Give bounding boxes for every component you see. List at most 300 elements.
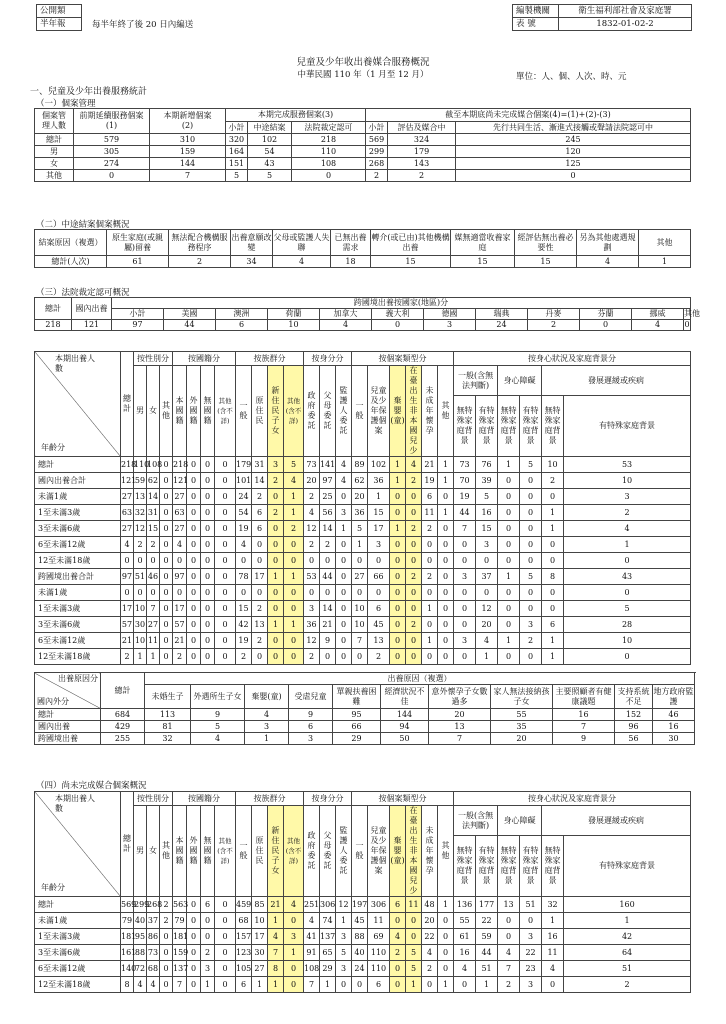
t6-cell: 1: [476, 977, 498, 993]
t4-cell: 1: [284, 569, 304, 585]
t2-cell: 34: [231, 256, 273, 268]
t4-cell: 0: [201, 489, 215, 505]
t4-cell: 0: [438, 649, 454, 665]
t4-cell: 2: [564, 505, 691, 521]
t6-cell: 0: [352, 977, 368, 993]
t5-cell: 3: [245, 721, 289, 733]
t6-cell: 1: [564, 913, 691, 929]
t4-cell: 2: [236, 649, 252, 665]
t4-cell: 0: [406, 633, 422, 649]
t4-cell: 1: [422, 601, 438, 617]
t4-corner-top: 本期出養人數: [55, 354, 95, 373]
t6-cell: 12: [336, 897, 352, 913]
t6-type-header: 在臺出生非本國兒少: [406, 806, 422, 897]
t4-cell: 57: [121, 617, 134, 633]
t6-cell: 0: [201, 913, 215, 929]
t6-cell: 51: [564, 961, 691, 977]
t6-cell: 32: [542, 897, 564, 913]
t6-cell: 0: [284, 961, 304, 977]
t4-cell: 5: [564, 601, 691, 617]
t6-cell: 0: [422, 977, 438, 993]
t4-cell: 27: [173, 489, 187, 505]
t4-type-header: 棄嬰(童): [390, 366, 406, 457]
t4-cell: 0: [147, 553, 160, 569]
t6-cell: 68: [236, 913, 252, 929]
t4-cell: 0: [215, 489, 236, 505]
t2-header: 無法配合機構服務程序: [169, 230, 231, 256]
t6-cell: 61: [454, 929, 476, 945]
t4-cell: 0: [215, 617, 236, 633]
t4-cell: 0: [304, 585, 320, 601]
t1-cell: 245: [456, 134, 691, 146]
t6-cell: 2: [390, 945, 406, 961]
t4-cell: 0: [406, 585, 422, 601]
t6-cell: 7: [304, 977, 320, 993]
t6-type-header: 兒童及少年保護個案: [368, 806, 390, 897]
t4-cell: 3: [268, 457, 284, 473]
t4-cell: 0: [438, 489, 454, 505]
t6-gender-header: 其他: [160, 806, 173, 897]
t4-cell: 0: [336, 553, 352, 569]
t4-cell: 0: [520, 505, 542, 521]
t4-cell: 1: [542, 649, 564, 665]
t6-cell: 59: [476, 929, 498, 945]
t6-cell: 137: [173, 961, 187, 977]
t4-cell: 0: [284, 601, 304, 617]
t6-cell: 1: [438, 977, 454, 993]
t4-cell: 21: [121, 633, 134, 649]
t4-ethnic-header: 新住民子女: [268, 366, 284, 457]
t6-cell: 110: [368, 961, 390, 977]
t2-cell: 18: [331, 256, 371, 268]
t6-cell: 0: [215, 913, 236, 929]
t4-cell: 19: [422, 473, 438, 489]
t4-cell: 1: [542, 505, 564, 521]
t6-cell: 79: [173, 913, 187, 929]
t4-cell: 2: [422, 521, 438, 537]
t1-cell: 5: [226, 170, 248, 182]
t4-cell: 1: [390, 521, 406, 537]
t6-cell: 8: [268, 961, 284, 977]
t4-cell: 63: [173, 505, 187, 521]
t4-cell: 0: [201, 505, 215, 521]
t4-cell: 4: [564, 521, 691, 537]
t4-cell: 0: [336, 569, 352, 585]
t6-cell: 0: [498, 929, 520, 945]
t4-cell: 0: [390, 585, 406, 601]
t1-corner-a: 個案管: [42, 111, 66, 120]
t1-row-label: 男: [35, 146, 74, 158]
t4-cell: 0: [215, 633, 236, 649]
t6-cell: 1: [201, 977, 215, 993]
t3-h-total: 總計: [35, 298, 72, 320]
t4-cell: 53: [304, 569, 320, 585]
t4-cell: 0: [268, 553, 284, 569]
t4-cell: 10: [352, 601, 368, 617]
t6-cell: 1: [542, 913, 564, 929]
t5-cell: 4: [191, 733, 245, 745]
t6-cell: 44: [476, 945, 498, 961]
t4-cell: 0: [201, 553, 215, 569]
t4-cell: 11: [422, 505, 438, 521]
t4-cell: 2: [422, 569, 438, 585]
t5-cell: 9: [191, 709, 245, 721]
t6-cell: 0: [215, 929, 236, 945]
org-value: 衛生福利部社會及家庭署: [559, 5, 692, 18]
t6-cell: 0: [336, 977, 352, 993]
t4-cell: 3: [454, 633, 476, 649]
t3-country-header: 義大利: [372, 309, 424, 320]
t6-row-label: 12至未滿18歲: [35, 977, 121, 993]
t4-row-label: 6至未滿12歲: [35, 633, 121, 649]
t6-cell: 3: [520, 929, 542, 945]
t6-cell: 40: [352, 945, 368, 961]
t4-cell: 0: [187, 649, 201, 665]
table-row: [35, 505, 691, 521]
t3-cell: 4: [632, 320, 684, 331]
t6-cell: 65: [320, 945, 336, 961]
t4-cell: 0: [476, 553, 498, 569]
t4-cell: 89: [352, 457, 368, 473]
t6-cell: 48: [422, 897, 438, 913]
t6-cell: 74: [320, 913, 336, 929]
t4-cell: 36: [304, 617, 320, 633]
t4-cell: 14: [147, 489, 160, 505]
t4-cell: 0: [498, 505, 520, 521]
t2-header: 媒無適當收養家庭: [451, 230, 515, 256]
t1-cell: 2: [366, 170, 388, 182]
t4-type-header: 未成年懷孕: [422, 366, 438, 457]
t4-cell: 0: [160, 617, 173, 633]
t1-h-new-n: (2): [181, 121, 194, 130]
t3-h-cross: 跨國境出養按國家(地區)分: [112, 298, 691, 309]
t6-cell: 0: [187, 929, 201, 945]
t4-cell: 1: [268, 617, 284, 633]
t5-cell: 13: [429, 721, 491, 733]
t4-cell: 0: [201, 569, 215, 585]
t4-cell: 0: [422, 537, 438, 553]
t4-cell: 1: [134, 649, 147, 665]
t4-g-type: 按個案類型分: [352, 352, 454, 366]
t6-cell: 0: [438, 961, 454, 977]
t4-cell: 0: [564, 649, 691, 665]
t4-cell: 110: [134, 457, 147, 473]
t4-cell: 1: [542, 521, 564, 537]
t4-cell: 27: [121, 521, 134, 537]
t4-cell: 27: [147, 617, 160, 633]
t4-cell: 0: [201, 633, 215, 649]
t4-corner: [35, 352, 121, 457]
t6-cell: 0: [284, 913, 304, 929]
t6-cell: 3: [201, 961, 215, 977]
t4-cell: 59: [134, 473, 147, 489]
t1-cell: 324: [388, 134, 456, 146]
t5-reason-header: 外遇所生子女: [191, 685, 245, 709]
t6-cell: 22: [422, 929, 438, 945]
t4-cell: 0: [520, 473, 542, 489]
t4-cell: 5: [476, 489, 498, 505]
t6-g-ethnic: 按族群分: [236, 792, 304, 806]
table-row: [35, 929, 691, 945]
t2-header: 其他: [639, 230, 691, 256]
t4-cell: 0: [352, 553, 368, 569]
t6-cell: 251: [304, 897, 320, 913]
t4-cell: 5: [284, 457, 304, 473]
t4-cell: 2: [406, 569, 422, 585]
t4-cell: 10: [134, 601, 147, 617]
t4-cell: 17: [173, 601, 187, 617]
table-row: [35, 489, 691, 505]
schedule-note: 每半年終了後 20 日內編送: [92, 20, 194, 30]
t4-cell: 0: [542, 489, 564, 505]
t4-cell: 0: [201, 521, 215, 537]
t4-cell: 0: [187, 473, 201, 489]
t4-cell: 4: [336, 457, 352, 473]
t1-cell: 320: [226, 134, 248, 146]
t2-header: 父母或監護人失聯: [273, 230, 331, 256]
t6-corner: [35, 792, 121, 897]
t6-cell: 0: [454, 977, 476, 993]
t1-cell: 310: [150, 134, 226, 146]
t4-cell: 21: [422, 457, 438, 473]
t4-cell: 0: [252, 585, 268, 601]
t1-sub: 小計: [226, 122, 248, 134]
t6-cell: 569: [121, 897, 134, 913]
t4-cell: 0: [284, 537, 304, 553]
t4-health-sub: 有特殊家庭背景: [564, 396, 691, 457]
t6-nation-header: 本國籍: [173, 806, 187, 897]
t4-health-sub: 有特殊家庭背景: [476, 396, 498, 457]
t4-cell: 0: [121, 585, 134, 601]
t6-cell: 2: [422, 961, 438, 977]
t4-cell: 0: [215, 521, 236, 537]
t4-type-header: 在臺出生非本國兒少: [406, 366, 422, 457]
t5-corner-top: 出養原因分: [58, 674, 98, 683]
t6-ethnic-header: 新住民子女: [268, 806, 284, 897]
t4-cell: 66: [368, 569, 390, 585]
t6-status-header: 政府委託: [304, 806, 320, 897]
t4-cell: 15: [476, 521, 498, 537]
t4-cell: 0: [520, 553, 542, 569]
t6-cell: 55: [454, 913, 476, 929]
table-row: [35, 649, 691, 665]
t4-cell: 6: [252, 505, 268, 521]
t4-h-total: 總計: [121, 352, 134, 457]
t2-cell: 15: [371, 256, 451, 268]
t4-cell: 2: [406, 473, 422, 489]
t4-cell: 1: [422, 633, 438, 649]
table-row: [35, 897, 691, 913]
t4-cell: 0: [160, 553, 173, 569]
t6-cell: 37: [147, 913, 160, 929]
t4-cell: 0: [368, 585, 390, 601]
unit-label: 單位：人、個、人次、時、元: [516, 72, 627, 82]
t4-cell: 63: [121, 505, 134, 521]
t4-cell: 0: [352, 585, 368, 601]
t4-cell: 218: [173, 457, 187, 473]
t4-cell: 0: [520, 521, 542, 537]
t4-cell: 0: [498, 553, 520, 569]
t6-health-sub: 無特殊家庭背景: [542, 836, 564, 897]
t4-cell: 0: [201, 601, 215, 617]
t6-cell: 8: [121, 977, 134, 993]
t4-cell: 4: [236, 537, 252, 553]
t1-cell: 0: [74, 170, 150, 182]
t4-cell: 10: [542, 457, 564, 473]
t3-country-header: 瑞典: [476, 309, 528, 320]
t6-cell: 5: [406, 945, 422, 961]
t1-cell: 179: [388, 146, 456, 158]
t6-cell: 27: [252, 961, 268, 977]
t6-cell: 86: [147, 929, 160, 945]
t4-cell: 12: [304, 633, 320, 649]
t4-cell: 0: [438, 537, 454, 553]
t6-cell: 5: [406, 961, 422, 977]
t4-cell: 10: [134, 633, 147, 649]
t4-cell: 0: [268, 521, 284, 537]
t4-cell: 5: [520, 569, 542, 585]
t5-cell: 50: [381, 733, 429, 745]
t4-nation-header: 外國籍: [187, 366, 201, 457]
t6-cell: 0: [160, 929, 173, 945]
table-row: [35, 553, 691, 569]
t6-cell: 6: [201, 897, 215, 913]
t1-sub: 中途結案: [248, 122, 292, 134]
t4-cell: 3: [368, 537, 390, 553]
t4-cell: 2: [121, 649, 134, 665]
t3-h-domestic: 國內出養: [72, 298, 112, 320]
t4-cell: 13: [134, 489, 147, 505]
t4-cell: 14: [320, 521, 336, 537]
table-row: [35, 569, 691, 585]
t1-row-label: 女: [35, 158, 74, 170]
t6-cell: 6: [368, 977, 390, 993]
t4-cell: 19: [454, 489, 476, 505]
closed-cases-table: [34, 229, 691, 268]
t1-h-new: 本期新增個案: [163, 111, 212, 120]
t4-cell: 0: [160, 633, 173, 649]
t4-row-label: 12至未滿18歲: [35, 553, 121, 569]
t6-ethnic-header: 原住民: [252, 806, 268, 897]
t4-type-header: 一般: [352, 366, 368, 457]
t4-cell: 0: [160, 521, 173, 537]
t4-cell: 0: [187, 537, 201, 553]
t5-cell: 32: [145, 733, 191, 745]
t4-cell: 2: [252, 601, 268, 617]
t4-cell: 97: [320, 473, 336, 489]
t3-country-header: 美國: [164, 309, 216, 320]
t4-cell: 0: [160, 505, 173, 521]
t5-cell: 16: [653, 721, 695, 733]
t6-cell: 6: [390, 897, 406, 913]
t4-cell: 0: [406, 553, 422, 569]
t4-cell: 1: [284, 489, 304, 505]
t6-cell: 181: [121, 929, 134, 945]
t6-cell: 45: [352, 913, 368, 929]
t6-cell: 40: [134, 913, 147, 929]
t1-cell: 2: [388, 170, 456, 182]
t4-cell: 0: [422, 553, 438, 569]
t4-cell: 0: [187, 457, 201, 473]
t6-nation-header: 外國籍: [187, 806, 201, 897]
t4-cell: 7: [147, 601, 160, 617]
t6-cell: 88: [352, 929, 368, 945]
t4-cell: 0: [438, 601, 454, 617]
t4-cell: 0: [336, 537, 352, 553]
t5-cell: 16: [553, 709, 615, 721]
t6-cell: 0: [187, 945, 201, 961]
t4-cell: 16: [476, 505, 498, 521]
t6-cell: 2: [201, 945, 215, 961]
t4-cell: 10: [564, 633, 691, 649]
t6-cell: 177: [476, 897, 498, 913]
t4-ethnic-header: 原住民: [252, 366, 268, 457]
t4-cell: 32: [134, 505, 147, 521]
t6-cell: 1: [284, 945, 304, 961]
t4-corner-bottom: 年齡分: [41, 443, 65, 452]
t4-cell: 0: [498, 601, 520, 617]
t4-cell: 0: [187, 521, 201, 537]
t6-type-header: 一般: [352, 806, 368, 897]
t6-cell: 0: [187, 897, 201, 913]
t4-cell: 28: [564, 617, 691, 633]
t4-cell: 57: [173, 617, 187, 633]
t4-cell: 0: [284, 553, 304, 569]
t6-cell: 0: [215, 977, 236, 993]
t6-cell: 72: [134, 961, 147, 977]
t6-cell: 16: [454, 945, 476, 961]
t4-cell: 0: [187, 585, 201, 601]
t4-cell: 17: [121, 601, 134, 617]
t4-cell: 0: [268, 649, 284, 665]
t4-row-label: 1至未滿3歲: [35, 505, 121, 521]
t5-h-group: 出養原因（複選）: [145, 673, 695, 685]
t4-cell: 0: [390, 649, 406, 665]
t6-ethnic-header: 一般: [236, 806, 252, 897]
t4-cell: 2: [284, 521, 304, 537]
t6-cell: 4: [454, 961, 476, 977]
pending-cases-table: [34, 791, 691, 993]
header-left-box: [36, 4, 82, 31]
t4-health-sub: 有特殊家庭背景: [520, 396, 542, 457]
t4-cell: 0: [215, 537, 236, 553]
t1-cell: 144: [150, 158, 226, 170]
t4-cell: 15: [236, 601, 252, 617]
t4-cell: 73: [454, 457, 476, 473]
t4-row-label: 跨國境出養合計: [35, 569, 121, 585]
t4-cell: 0: [390, 537, 406, 553]
t5-cell: 94: [381, 721, 429, 733]
t6-cell: 4: [498, 945, 520, 961]
t4-cell: 17: [368, 521, 390, 537]
t1-sub: 先行共同生活、漸進式接觸或聲請法院認可中: [456, 122, 691, 134]
t4-cell: 0: [498, 537, 520, 553]
table-row: [35, 457, 691, 473]
t4-cell: 0: [390, 633, 406, 649]
t2-header: 結案原因（複選）: [35, 230, 107, 256]
table-row: [35, 617, 691, 633]
t4-cell: 0: [368, 553, 390, 569]
t4-cell: 0: [406, 489, 422, 505]
t4-cell: 0: [406, 649, 422, 665]
t6-cell: 0: [520, 913, 542, 929]
t4-cell: 4: [406, 457, 422, 473]
t1-sub: 評估及媒合中: [388, 122, 456, 134]
t6-status-header: 監護人委託: [336, 806, 352, 897]
t6-cell: 22: [520, 945, 542, 961]
t4-cell: 102: [368, 457, 390, 473]
t4-cell: 0: [390, 569, 406, 585]
